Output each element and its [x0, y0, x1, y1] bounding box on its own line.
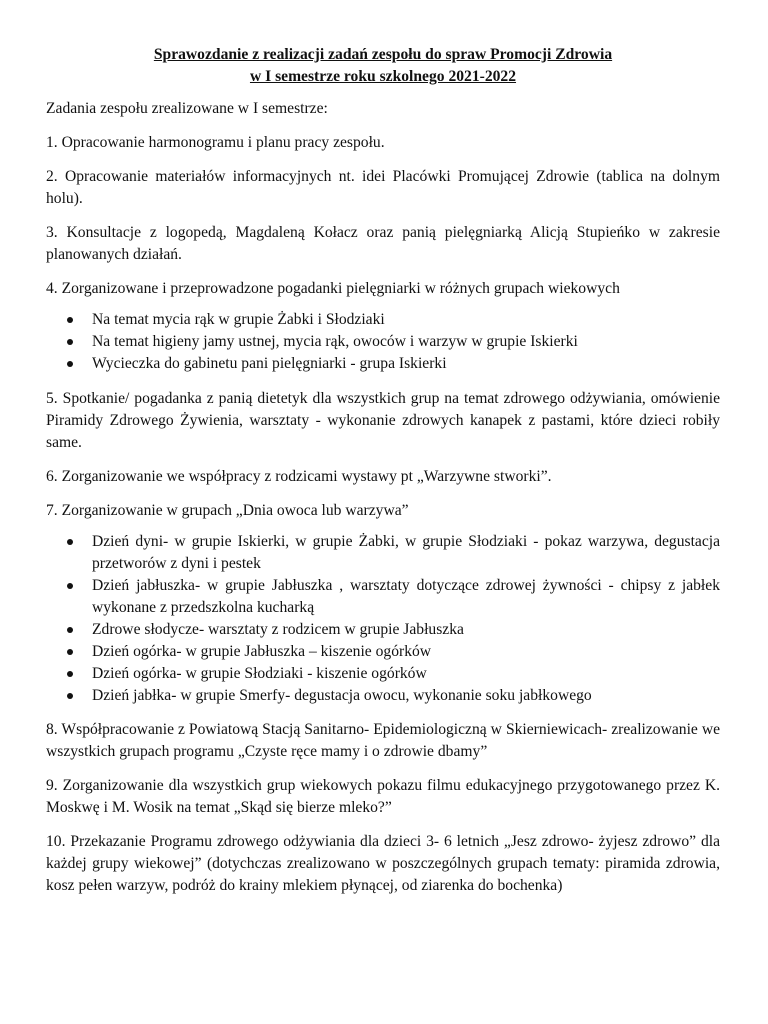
task-4-bullet: Na temat mycia rąk w grupie Żabki i Słodziaki	[92, 309, 720, 331]
task-4-bullet: Na temat higieny jamy ustnej, mycia rąk, owoców i warzyw w grupie Iskierki	[92, 331, 720, 353]
task-7-bullet-list	[46, 531, 720, 707]
report-title-line-1: Sprawozdanie z realizacji zadań zespołu do spraw Promocji Zdrowia	[153, 46, 613, 63]
task-10: 10. Przekazanie Programu zdrowego odżywiania dla dzieci 3- 6 letnich „Jesz zdrowo- żyjesz zdrowo” dla każdej grupy wiekowej” (dotychczas zrealizowano w poszczególnych grupach tematy: piramida zdrowia, kosz pełen warzyw, podróż do krainy mlekiem płynącej, od ziarenka do bochenka)	[46, 833, 720, 894]
task-7-bullet: Dzień ogórka- w grupie Słodziaki - kiszenie ogórków	[92, 663, 720, 685]
task-1: 1. Opracowanie harmonogramu i planu pracy zespołu.	[46, 134, 385, 151]
task-7-bullet: Dzień ogórka- w grupie Jabłuszka – kiszenie ogórków	[92, 641, 720, 663]
task-4-bullet: Wycieczka do gabinetu pani pielęgniarki - grupa Iskierki	[92, 353, 720, 375]
task-7: 7. Zorganizowanie w grupach „Dnia owoca lub warzywa”	[46, 502, 409, 519]
task-3: 3. Konsultacje z logopedą, Magdaleną Kołacz oraz panią pielęgniarką Alicją Stupieńko w zakresie planowanych działań.	[46, 224, 720, 263]
task-8: 8. Współpracowanie z Powiatową Stacją Sanitarno- Epidemiologiczną w Skierniewicach- zrealizowanie we wszystkich grupach programu „Czyste ręce mamy i o zdrowie dbamy”	[46, 721, 720, 760]
task-6: 6. Zorganizowanie we współpracy z rodzicami wystawy pt „Warzywne stworki”.	[46, 468, 552, 485]
task-5: 5. Spotkanie/ pogadanka z panią dietetyk dla wszystkich grup na temat zdrowego odżywiania, omówienie Piramidy Zdrowego Żywienia, warsztaty - wykonanie zdrowych kanapek z pastami, które dzieci robiły same.	[46, 390, 720, 451]
task-9: 9. Zorganizowanie dla wszystkich grup wiekowych pokazu filmu edukacyjnego przygotowanego przez K. Moskwę i M. Wosik na temat „Skąd się bierze mleko?”	[46, 777, 720, 816]
task-7-bullet: Dzień dyni- w grupie Iskierki, w grupie Żabki, w grupie Słodziaki - pokaz warzywa, degustacja przetworów z dyni i pestek	[92, 531, 720, 575]
task-4: 4. Zorganizowane i przeprowadzone pogadanki pielęgniarki w różnych grupach wiekowych	[46, 280, 620, 297]
intro-text: Zadania zespołu zrealizowane w I semestrze:	[46, 100, 328, 117]
task-2: 2. Opracowanie materiałów informacyjnych nt. idei Placówki Promującej Zdrowie (tablica na dolnym holu).	[46, 168, 720, 207]
task-7-bullet: Dzień jabłka- w grupie Smerfy- degustacja owocu, wykonanie soku jabłkowego	[92, 685, 720, 707]
task-7-bullet: Zdrowe słodycze- warsztaty z rodzicem w grupie Jabłuszka	[92, 619, 720, 641]
document-page	[46, 44, 720, 897]
task-4-bullet-list	[46, 309, 720, 375]
task-7-bullet: Dzień jabłuszka- w grupie Jabłuszka , warsztaty dotyczące zdrowej żywności - chipsy z jabłek wykonane z przedszkolna kucharką	[92, 575, 720, 619]
report-title-line-2: w I semestrze roku szkolnego 2021-2022	[249, 68, 517, 85]
